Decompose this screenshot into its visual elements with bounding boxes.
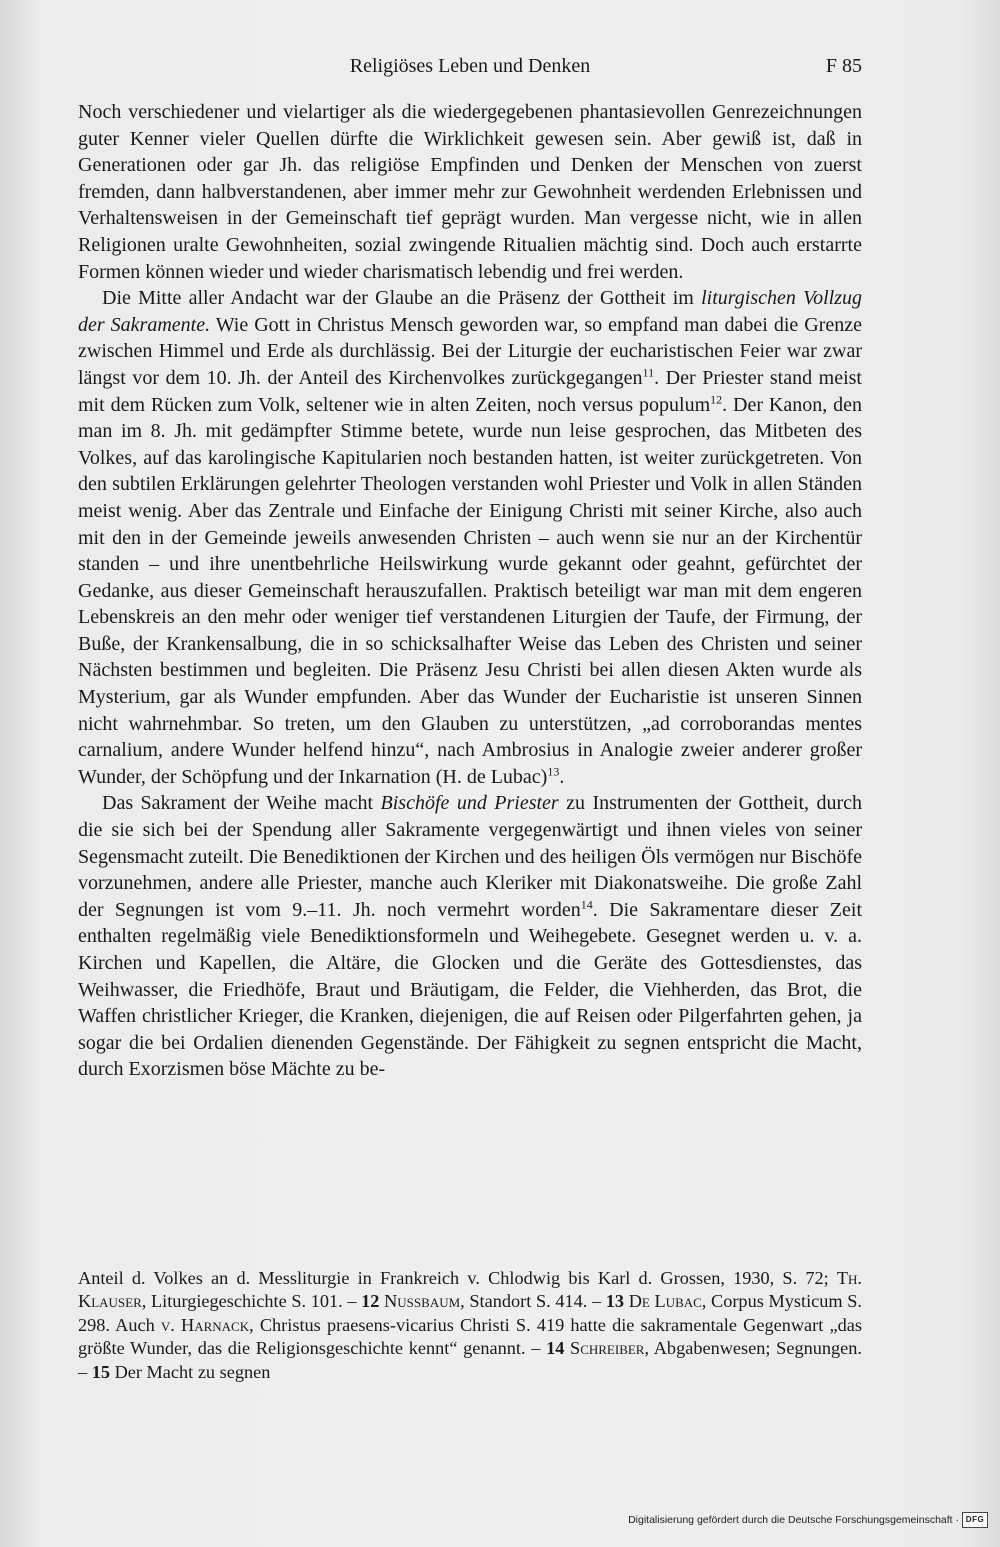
- text-run: . Der Kanon, den man im 8. Jh. mit gedämpfter Stimme betete, wurde nun leise gesprochen, das Mitbeten des Volkes, auf das karolingische Kapitularien noch bestanden hatten, ist weiter zurückgetreten. Von den subtilen Erklärungen gelehrter Theologen verstanden wohl Priester und Volk in allen Ständen meist wenig. Aber das Zentrale und Einfache der Einigung Christi mit seiner Kirche, also auch mit den in der Gemeinde jeweils anwesenden Christen – auch wenn sie nur an der Kirchentür standen – und ihre unentbehrliche Heilswirkung wurde gekannt oder geahnt, gefürchtet der Gedanke, aus dieser Gemeinschaft herauszufallen. Praktisch beteiligt war man mit dem engeren Lebenskreis an den mehr oder weniger tief verstandenen Liturgien der Taufe, der Firmung, der Buße, der Krankensalbung, die in so schicksalhafter Weise das Leben des Christen und seiner Nächsten bestimmen und begleiten. Die Präsenz Jesu Christi bei allen diesen Akten wurde als Mysterium, gar als Wunder empfunden. Aber das Wunder der Eucharistie ist unseren Sinnen nicht wahrnehmbar. So treten, um den Glauben zu unterstützen, „ad corroborandas mentes carnalium, andere Wunder helfend hinzu“, nach Ambrosius in Analogie zweier anderer großer Wunder, der Schöpfung und der Inkarnation (H. de Lubac): [78, 393, 862, 788]
- text-run: zu Instrumenten der Gottheit, durch die sie sich bei der Spendung aller Sakramente vergegenwärtigt und ihnen vieles von seiner Segensmacht zuteilt. Die Benediktionen der Kirchen und des heiligen Öls vermögen nur Bischöfe vorzunehmen, andere alle Priester, manche auch Kleriker mit Diakonatsweihe. Die große Zahl der Segnungen ist vom 9.–11. Jh. noch vermehrt worden: [78, 792, 862, 921]
- text-run: , Christus praesens-vicarius Christi S. 419 hatte die sakramentale Gegenwart „das größte Wunder, das die Religionsgeschichte kennt“ genannt. –: [78, 1314, 862, 1359]
- text-run: Die Mitte aller Andacht war der Glaube an die Präsenz der Gottheit im: [102, 287, 702, 310]
- page-number: F 85: [825, 55, 862, 77]
- text-run: Das Sakrament der Weihe macht: [102, 792, 381, 815]
- footnote-ref-13: 13: [547, 764, 560, 779]
- footnote-number: 14: [546, 1338, 565, 1359]
- text-run: , Liturgiegeschichte S. 101. –: [141, 1291, 362, 1312]
- digitization-credit: [628, 1510, 988, 1530]
- text-run: , Corpus Mysticum S. 298. Auch: [78, 1291, 863, 1335]
- main-text: [78, 99, 862, 1083]
- footnote-number: 13: [605, 1291, 625, 1312]
- paragraph-2: [78, 285, 862, 790]
- footnote-ref-14: 14: [580, 897, 593, 912]
- text-run: , Standort S. 414. –: [460, 1291, 606, 1312]
- emphasis: Bischöfe und Priester: [380, 792, 559, 815]
- running-header: [78, 50, 862, 82]
- running-title: Religiöses Leben und Denken: [349, 55, 591, 77]
- footnote-number: 12: [361, 1291, 380, 1312]
- footnote-text: [78, 1267, 862, 1384]
- text-run: . Der Priester stand meist mit dem Rücken zum Volk, seltener wie in alten Zeiten, noch versus populum: [78, 366, 862, 416]
- author-name: v. Harnack: [160, 1314, 250, 1335]
- paragraph-1: Noch verschiedener und vielartiger als die wiedergegebenen phantasievollen Genrezeichnungen guter Kenner vieler Quellen dürfte die Wirklichkeit gewesen sein. Aber gewiß ist, daß in Generationen oder gar Jh. das religiöse Empfinden und Denken der Menschen von zuerst fremden, dann halbverstandenen, aber immer mehr zur Gewohnheit werdenden Erlebnissen und Verhaltensweisen in der Gemeinschaft tief geprägt wurden. Man vergesse nicht, wie in allen Religionen uralte Gewohnheiten, sozial zwingende Ritualien mächtig sind. Doch auch erstarrte Formen können wieder und wieder charismatisch lebendig und frei werden.: [78, 101, 862, 283]
- author-name: Nussbaum: [384, 1291, 461, 1312]
- text-run: Der Macht zu segnen: [110, 1361, 271, 1382]
- text-run: . Die Sakramentare dieser Zeit enthalten regelmäßig viele Benediktionsformeln und Weihegebete. Gesegnet werden u. v. a. Kirchen und Kapellen, die Altäre, die Glocken und die Geräte des Gottesdienstes, das Weihwasser, die Friedhöfe, Braut und Bräutigam, die Felder, die Viehherden, das Brot, die Waffen christlicher Krieger, die Kranken, diejenigen, die auf Reisen oder Pilgerfahrten gehen, ja sogar die bei Ordalien dienenden Gegenstände. Der Fähigkeit zu segnen entspricht die Macht, durch Exorzismen böse Mächte zu be-: [78, 898, 862, 1081]
- text-run: Wie Gott in Christus Mensch geworden war, so empfand man dabei die Grenze zwischen Himmel und Erde als durchlässig. Bei der Liturgie der eucharistischen Feier war zwar längst vor dem 10. Jh. der Anteil des Kirchenvolkes zurückgegangen: [78, 313, 862, 389]
- author-name: De Lubac: [628, 1291, 702, 1312]
- emphasis: liturgischen Vollzug der Sakramente.: [78, 287, 862, 336]
- author-name: Th. Klauser: [78, 1268, 862, 1312]
- footnote-number: 15: [91, 1361, 110, 1382]
- text-run: Anteil d. Volkes an d. Messliturgie in Frankreich v. Chlodwig bis Karl d. Grossen, 1930, S. 72;: [78, 1268, 837, 1288]
- author-name: Schreiber: [570, 1338, 645, 1359]
- dfg-logo-icon: DFG: [962, 1512, 988, 1528]
- text-run: .: [559, 765, 565, 788]
- footnote-ref-11: 11: [642, 365, 655, 380]
- text-run: , Abgabenwesen; Segnungen. –: [78, 1338, 862, 1382]
- footnote-ref-12: 12: [710, 391, 723, 406]
- footnotes: [78, 1267, 862, 1384]
- paragraph-3: [78, 790, 862, 1083]
- credit-text: Digitalisierung gefördert durch die Deutsche Forschungsgemeinschaft ·: [628, 1514, 959, 1526]
